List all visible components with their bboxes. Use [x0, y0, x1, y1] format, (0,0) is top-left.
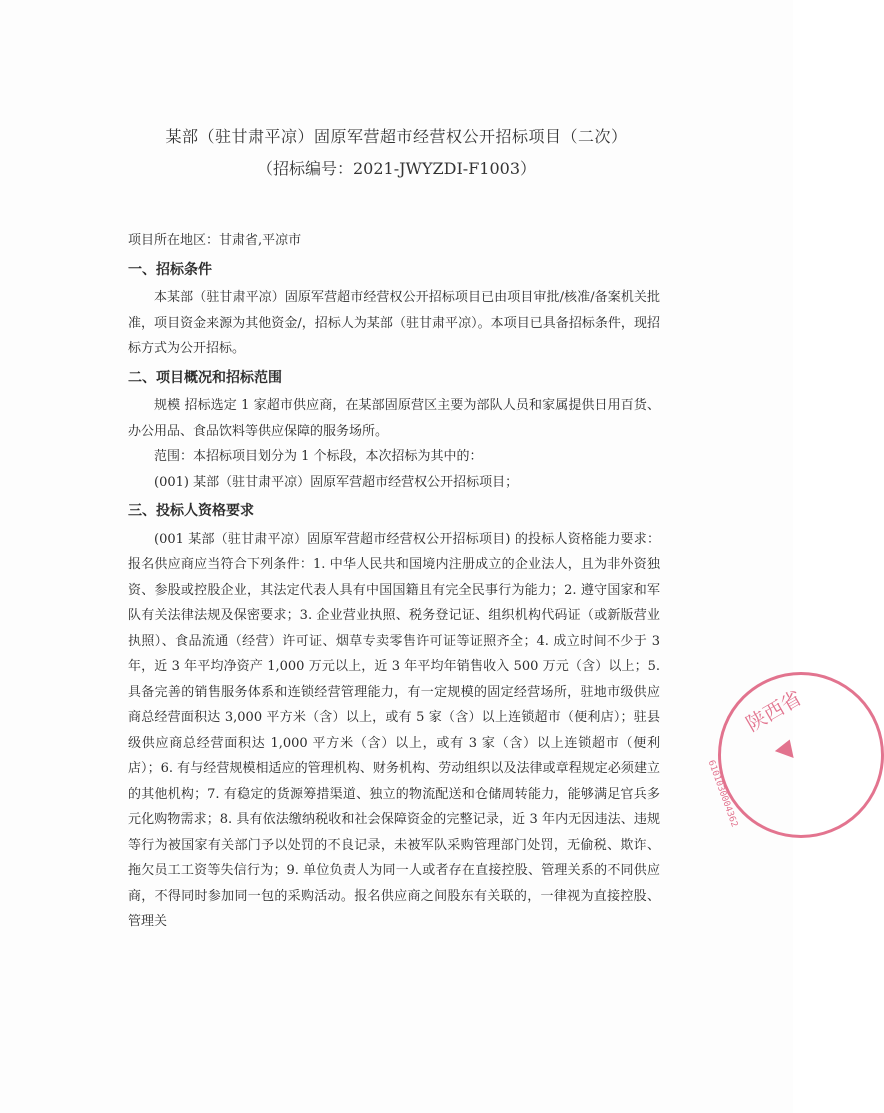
- seal-code: 6101030004362: [705, 759, 740, 829]
- tender-conditions-text: 本某部（驻甘肃平凉）固原军营超市经营权公开招标项目已由项目审批/核准/备案机关批准，项目资金来源为其他资金/，招标人为某部（驻甘肃平凉）。本项目已具备招标条件，现招标方式为公开招标。: [128, 290, 660, 356]
- section-heading-bidder-qualifications: 三、投标人资格要求: [128, 503, 254, 519]
- bidder-qualifications-text: (001 某部（驻甘肃平凉）固原军营超市经营权公开招标项目) 的投标人资格能力要求：报名供应商应当符合下列条件：1. 中华人民共和国境内注册成立的企业法人，且为非外资独资、参股或控股企业，其法定代表人具有中国国籍且有完全民事行为能力；2. 遵守国家和军队有关法律法规及保密要求；3. 企业营业执照、税务登记证、组织机构代码证（或新版营业执照）、食品流通（经营）许可证、烟草专卖零售许可证等证照齐全；4. 成立时间不少于 3 年，近 3 年平均净资产 1,000 万元以上，近 3 年平均年销售收入 500 万元（含）以上；5. 具备完善的销售服务体系和连锁经营管理能力，有一定规模的固定经营场所，驻地市级供应商总经营面积达 3,000 平方米（含）以上，或有 5 家（含）以上连锁超市（便利店）；驻县级供应商总经营面积达 1,000 平方米（含）以上，或有 3 家（含）以上连锁超市（便利店）；6. 有与经营规模相适应的管理机构、财务机构、劳动组织以及法律或章程规定必须建立的其他机构；7. 有稳定的货源筹措渠道、独立的物流配送和仓储周转能力，能够满足官兵多元化购物需求；8. 具有依法缴纳税收和社会保障资金的完整记录，近 3 年内无因违法、违规等行为被国家有关部门予以处罚的不良记录，未被军队采购管理部门处罚，无偷税、欺诈、拖欠员工工资等失信行为；9. 单位负责人为同一人或者存在直接控股、管理关系的不同供应商，不得同时参加同一包的采购活动。报名供应商之间股东有关联的，一律视为直接控股、管理关: [128, 531, 660, 929]
- project-region: 项目所在地区：甘肃省,平凉市: [128, 233, 302, 248]
- project-scale-text: 规模 招标选定 1 家超市供应商，在某部固原营区主要为部队人员和家属提供日用百货、办公用品、食品饮料等供应保障的服务场所。: [128, 398, 660, 439]
- tender-number: （招标编号：2021-JWYZDI-F1003）: [256, 159, 537, 178]
- section-heading-tender-conditions: 一、招标条件: [128, 261, 212, 278]
- project-lot-text: (001) 某部（驻甘肃平凉）固原军营超市经营权公开招标项目；: [154, 474, 519, 490]
- document-title: 某部（驻甘肃平凉）固原军营超市经营权公开招标项目（二次）: [165, 127, 628, 146]
- official-seal: [705, 672, 884, 838]
- section-heading-project-overview: 二、项目概况和招标范围: [128, 369, 282, 386]
- seal-star-icon: [775, 736, 799, 758]
- seal-text: 陕西省: [741, 685, 806, 737]
- project-scope-text: 范围：本招标项目划分为 1 个标段，本次招标为其中的：: [154, 449, 483, 464]
- document-body: [128, 228, 660, 935]
